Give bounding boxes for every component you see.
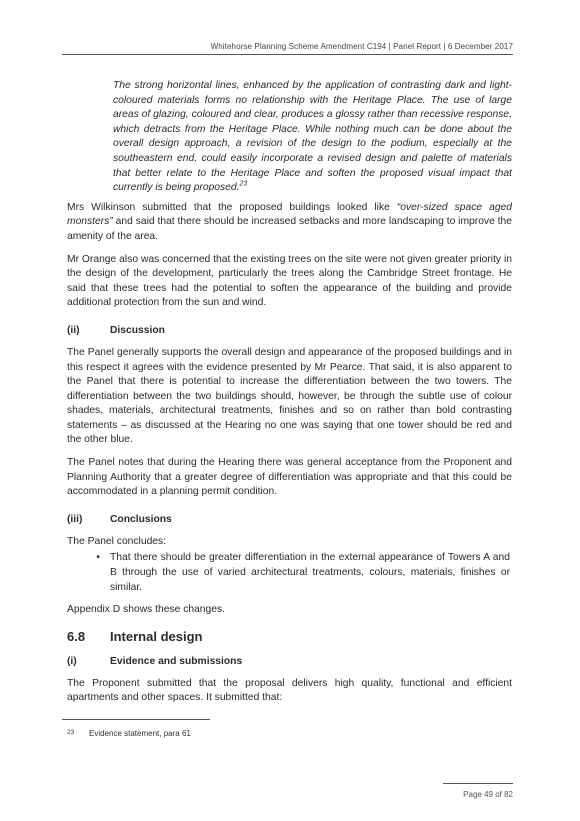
discussion-heading-number: (ii) <box>67 324 80 336</box>
section-heading-number: 6.8 <box>67 628 86 644</box>
footnote-text: Evidence statement, para 61 <box>89 729 191 738</box>
footnote <box>67 729 191 738</box>
page-number: Page 49 of 82 <box>463 790 513 799</box>
list-item <box>67 551 512 595</box>
running-header: Whitehorse Planning Scheme Amendment C194 | Panel Report | 6 December 2017 <box>62 42 513 55</box>
wilkinson-quote: “over-sized space aged monsters” <box>67 201 512 228</box>
section-heading <box>67 629 512 645</box>
evidence-paragraph-1: The Proponent submitted that the proposal delivers high quality, functional and efficient apartments and other spaces. It submitted that: <box>67 677 512 704</box>
conclusions-list <box>67 551 512 595</box>
block-quote <box>113 79 512 196</box>
conclusions-heading <box>67 513 512 527</box>
page-body <box>67 79 512 714</box>
footnote-number: 23 <box>67 729 75 736</box>
conclusions-after: Appendix D shows these changes. <box>67 604 225 616</box>
block-quote-text: The strong horizontal lines, enhanced by the application of contrasting dark and light-coloured materials forms no relationship with the Heritage Place. The use of large areas of glazing, coloured and clear, produces a glossy rather than recessive response, which detracts from the Heritage Place. While nothing much can be done about the overall design approach, a revision of the design to the podium, especially at the southeastern end, could easily incorporate a revised design and palette of materials that better relate to the Heritage Place and soften the proposed visual impact that currently is being proposed. <box>113 80 512 194</box>
conclusions-heading-number: (iii) <box>67 513 83 525</box>
conclusions-intro: The Panel concludes: <box>67 535 167 547</box>
wilkinson-text-b: and said that there should be increased setbacks and more landscaping to improve the amenity of the area. <box>67 216 512 242</box>
section-heading-title: Internal design <box>110 628 203 644</box>
discussion-heading <box>67 324 512 338</box>
evidence-heading <box>67 655 512 669</box>
discussion-paragraph-2: The Panel notes that during the Hearing there was general acceptance from the Proponent and Planning Authority that a greater degree of differentiation was appropriate and that this could be accommodated in a planning permit condition. <box>67 457 512 498</box>
discussion-paragraph-1: The Panel generally supports the overall design and appearance of the proposed buildings and in this respect it agrees with the evidence presented by Mr Pearce. That said, it is also apparent to the Panel that there is potential to increase the differentiation between the two towers. The differentiation between the two buildings should, however, be through the subtle use of colour shades, materials, architectural treatments, finishes and so on rather than bold contrasting statements – as discussed at the Hearing no one was saying that one tower should be red and the other blue. <box>67 346 512 446</box>
paragraph-wilkinson <box>67 201 512 245</box>
footnote-divider <box>62 719 210 720</box>
wilkinson-text-a: Mrs Wilkinson submitted that the proposed buildings looked like <box>67 201 397 213</box>
discussion-heading-title: Discussion <box>110 324 165 336</box>
evidence-heading-number: (i) <box>67 655 77 667</box>
footer-divider <box>443 783 513 784</box>
list-item-text: That there should be greater differentiation in the external appearance of Towers A and B through the use of varied architectural treatments, colours, materials, finishes or similar. <box>110 552 510 593</box>
evidence-heading-title: Evidence and submissions <box>110 655 243 667</box>
footnote-reference[interactable]: 23 <box>239 180 248 188</box>
paragraph-orange: Mr Orange also was concerned that the existing trees on the site were not given greater priority in the design of the development, particularly the trees along the Cambridge Street frontage. He said that these trees had the potential to soften the appearance of the building and provide additional protection from the sun and wind. <box>67 253 512 309</box>
conclusions-heading-title: Conclusions <box>110 513 172 525</box>
bullet-icon: • <box>96 552 100 564</box>
